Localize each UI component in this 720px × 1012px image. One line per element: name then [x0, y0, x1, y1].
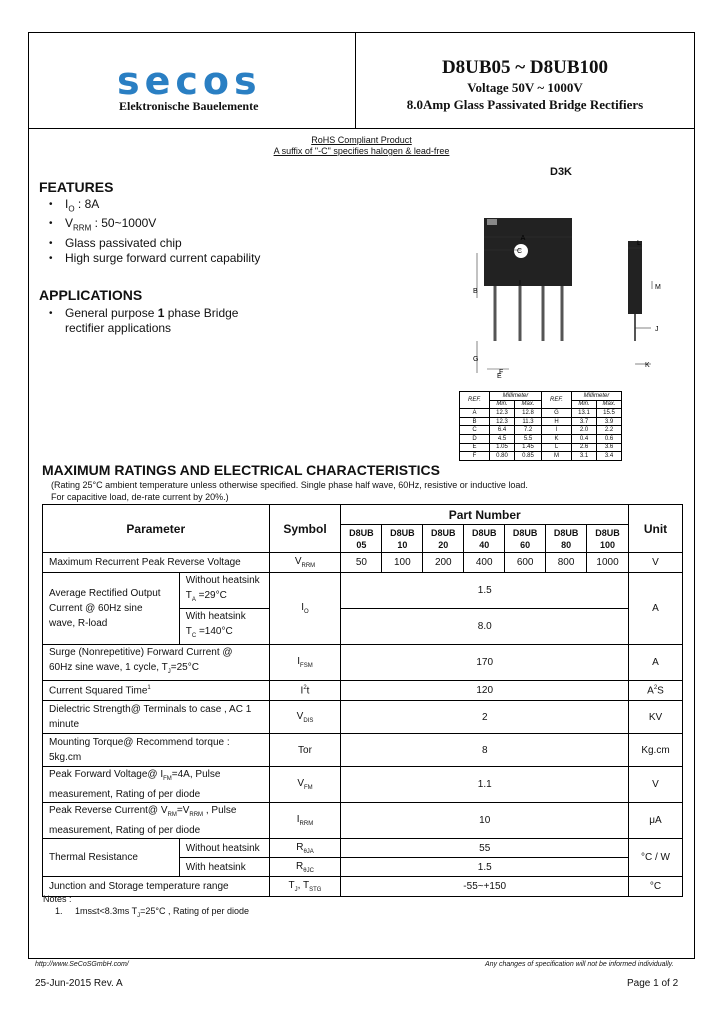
package-name: D3K — [550, 166, 573, 178]
ratings-note: (Rating 25°C ambient temperature unless otherwise specified. Single phase half wave, 60Hz, resistive or inductive load. For capacitive load, de-rate current by 20%.) — [51, 480, 528, 502]
footer-page: Page 1 of 2 — [627, 978, 679, 989]
feature-io: • $I_O$ : 8A — [43, 197, 260, 216]
label-e: E — [497, 373, 502, 380]
logo-box — [29, 33, 356, 129]
part-d8ub20: D8UB 20 — [423, 525, 464, 553]
package-drawing — [439, 193, 679, 383]
label-j: J — [655, 326, 659, 333]
features-heading: FEATURES — [39, 179, 114, 195]
header — [29, 33, 694, 129]
dim-header-ref1: REF. — [460, 392, 490, 409]
label-k: K — [645, 362, 650, 369]
label-c: C — [517, 248, 523, 255]
dimensions-table: REF. Millimeter REF. Millimeter Min. Max. Min. Max. A 12.3 12.8 G 13.1 15.5 B 12.3 11.3 H 3.7 3.9 C 6.4 7.2 I 2.0 2.2 D 4.5 5.5 K 0.4 0.6 E 1.05 1.45 L 2.6 3.6 F 0.80 0.85 M 3.1 3.4 — [459, 391, 622, 461]
header-part-number: Part Number — [341, 505, 629, 525]
dim-row: C 6.4 7.2 I 2.0 2.2 — [460, 426, 622, 435]
label-l: L — [637, 240, 641, 247]
part-d8ub40: D8UB 40 — [464, 525, 505, 553]
bridge-body-front — [484, 218, 572, 286]
part-d8ub05: D8UB 05 — [341, 525, 382, 553]
bridge-body-side — [628, 241, 642, 314]
feature-vrrm: • $V_{RRM}$ : 50~1000V — [43, 216, 260, 235]
label-i: I — [519, 280, 521, 287]
features-list — [43, 197, 260, 266]
row-vfm: Peak Forward Voltage@ $I_{FM}=4A$, Pulse measurement, Rating of per diode $V_{FM}$ 1.1 V — [43, 767, 683, 803]
rohs-notice — [29, 135, 694, 157]
label-a: A — [520, 235, 526, 242]
row-i2t: Current Squared Time$^1$ $I^2t$ 120 $A^2S$ — [43, 681, 683, 701]
feature-glass: • Glass passivated chip — [43, 236, 260, 251]
dim-header-ref2: REF. — [542, 392, 572, 409]
row-thermal-1: Thermal Resistance Without heatsink $R_{\theta JA}$ 55 °C / W — [43, 839, 683, 858]
label-g: G — [473, 356, 479, 363]
row-vrrm: Maximum Recurrent Peak Reverse Voltage $V_{RRM}$ 50 100 200 400 600 800 1000 V — [43, 553, 683, 573]
dim-row: B 12.3 11.3 H 3.7 3.9 — [460, 417, 622, 426]
dim-row: F 0.80 0.85 M 3.1 3.4 — [460, 452, 622, 461]
row-io-1: Average Rectified Output Current @ 60Hz sine wave, R-load Without heatsink $T_A =29^\circ C$ $I_O$ 1.5 A — [43, 573, 683, 609]
row-io-2: With heatsink $T_C =140^\circ C$ 8.0 — [43, 609, 683, 645]
header-unit: Unit — [629, 505, 683, 553]
label-f: F — [499, 369, 504, 376]
applications-heading: APPLICATIONS — [39, 287, 143, 303]
dim-row: A 12.3 12.8 G 13.1 15.5 — [460, 409, 622, 418]
rohs-line2: A suffix of "-C" specifies halogen & lead-free — [273, 146, 450, 156]
row-temp: Junction and Storage temperature range $T_J$, $T_{STG}$ -55~+150 °C — [43, 877, 683, 897]
row-thermal-2: With heatsink $R_{\theta JC}$ 1.5 — [43, 858, 683, 877]
applications-list — [43, 306, 238, 336]
ratings-heading: MAXIMUM RATINGS AND ELECTRICAL CHARACTERISTICS — [42, 462, 440, 478]
rohs-line1: RoHS Compliant Product — [311, 135, 412, 145]
feature-surge: • High surge forward current capability — [43, 251, 260, 266]
header-symbol: Symbol — [269, 505, 341, 553]
label-b: B — [473, 288, 478, 295]
dim-row: E 1.05 1.45 L 2.6 3.6 — [460, 443, 622, 452]
logo-subtitle: Elektronische Bauelemente — [119, 99, 259, 113]
voltage-range: Voltage 50V ~ 1000V — [467, 80, 583, 95]
title-box — [356, 33, 694, 129]
notes: Notes : 1. 1ms≤t<8.3ms $T_J=25^\circ C$ , Rating of per diode — [43, 894, 249, 919]
part-range-title: D8UB05 ~ D8UB100 — [441, 57, 609, 78]
label-m: M — [655, 284, 661, 291]
footer-change-notice: Any changes of specification will not be informed individually. — [485, 961, 674, 968]
product-description: 8.0Amp Glass Passivated Bridge Rectifiers — [406, 97, 644, 112]
company-logo: secos — [117, 59, 262, 103]
datasheet-frame — [28, 32, 695, 959]
application-item: • General purpose 1 phase Bridge rectifier applications — [43, 306, 238, 336]
dim-header-mm2: Millimeter — [572, 392, 622, 401]
dim-header-mm1: Millimeter — [490, 392, 542, 401]
header-parameter: Parameter — [43, 505, 270, 553]
row-ifsm: Surge (Nonrepetitive) Forward Current @ 60Hz sine wave, 1 cycle, $T_J=25^\circ C$ $I_{FSM}$ 170 A — [43, 645, 683, 681]
part-d8ub10: D8UB 10 — [382, 525, 423, 553]
footer-date: 25-Jun-2015 Rev. A — [35, 978, 123, 989]
footer-url[interactable]: http://www.SeCoSGmbH.com/ — [35, 961, 129, 968]
ratings-table — [42, 504, 683, 897]
row-irrm: Peak Reverse Current@ $V_{RM}=V_{RRM}$ , Pulse measurement, Rating of per diode $I_{RRM}$ 10 μA — [43, 803, 683, 839]
row-vdis: Dielectric Strength@ Terminals to case , AC 1 minute $V_{DIS}$ 2 KV — [43, 701, 683, 734]
part-d8ub80: D8UB 80 — [546, 525, 587, 553]
row-torque: Mounting Torque@ Recommend torque : 5kg.cm Tor 8 Kg.cm — [43, 734, 683, 767]
dim-row: D 4.5 5.5 K 0.4 0.6 — [460, 434, 622, 443]
part-d8ub60: D8UB 60 — [505, 525, 546, 553]
part-d8ub100: D8UB 100 — [587, 525, 629, 553]
